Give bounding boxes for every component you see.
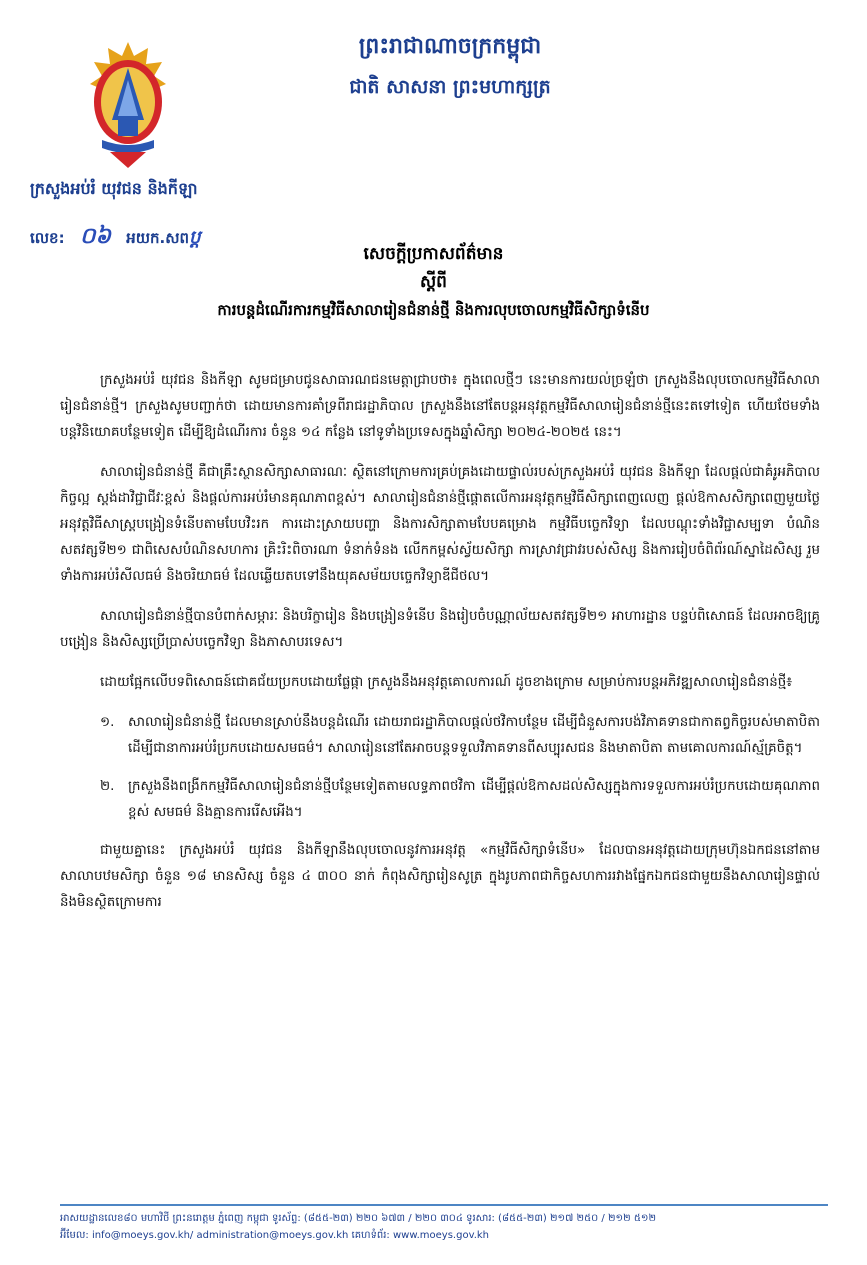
paragraph-3: សាលារៀនជំនាន់ថ្មីបានបំពាក់សម្ភារៈ និងបរិក្ខារៀន និងបង្រៀនទំនើប និងរៀបចំបណ្ណាល័យសតវត្សទី២១ អាហារដ្ឋាន បន្ទប់ពិសោធន៍ ដែលអាចឱ្យគ្រូបង្រៀន និងសិស្សប្រើប្រាស់បច្ចេកវិទ្យា និងភាសាបរទេស។ [60,609,820,650]
document-body [60,368,820,930]
ref-suffix-handwritten: ប្ដ [189,227,201,248]
list-item-2 [60,774,820,826]
footer-divider [60,1204,828,1206]
list-number-2: ២. [100,779,115,794]
footer-contacts: អ៊ីមែល: info@moeys.gov.kh/ administration@moeys.gov.kh គេហទំព័រ: www.moeys.gov.kh [60,1230,490,1241]
list-text-1: សាលារៀនជំនាន់ថ្មី ដែលមានស្រាប់នឹងបន្តដំណើរ ដោយរាជរដ្ឋាភិបាលផ្តល់ថវិកាបន្ថែម ដើម្បីជំនួសការបង់វិភាគទានជាកាតព្វកិច្ចរបស់មាតាបិតា ដើម្បីជានាការអប់រំប្រកបដោយសមធម៌។ សាលារៀននៅតែអាចបន្តទទួលវិភាគទានពីសប្បុរសជន និងមាតាបិតា តាមគោលការណ៍ស្ម័គ្រចិត្ត។ [128,715,820,756]
title-line-3: ការបន្តដំណើរការកម្មវិធីសាលារៀនជំនាន់ថ្មី និងការលុបចោលកម្មវិធីសិក្សាទំនើប [217,301,650,319]
title-line-1: សេចក្ដីប្រកាសព័ត៌មាន [363,244,504,264]
ministry-name: ក្រសួងអប់រំ យុវជន និងកីឡា [30,179,198,198]
ref-label: លេខ: [30,229,65,247]
paragraph-5: ជាមួយគ្នានេះ ក្រសួងអប់រំ យុវជន និងកីឡានឹងលុបចោលនូវការអនុវត្ត «កម្មវិធីសិក្សាទំនើប» ដែលបានអនុវត្តដោយក្រុមហ៊ុនឯកជននៅតាមសាលាបឋមសិក្សា ចំនួន ១៨ មានសិស្ស ចំនួន ៤ ៣០០ នាក់ កំពុងសិក្សារៀនសូត្រ ក្នុងរូបភាពជាកិច្ចសហការរវាងផ្នែកឯកជនជាមួយនឹងសាលារៀនផ្ទាល់ និងមិនស្ថិតក្រោមការ [60,843,820,910]
paragraph-2: សាលារៀនជំនាន់ថ្មី គឺជាគ្រឹះស្ថានសិក្សាសាធារណៈ ស្ថិតនៅក្រោមការគ្រប់គ្រងដោយផ្ទាល់របស់ក្រសួងអប់រំ យុវជន និងកីឡា ដែលផ្តល់ជាគំរូអភិបាលកិច្ចល្អ ស្តង់ដាវិជ្ជាជីវៈខ្ពស់ និងផ្តល់ការអប់រំមានគុណភាពខ្ពស់។ សាលារៀនជំនាន់ថ្មីផ្តោតលើការអនុវត្តកម្មវិធីសិក្សាពេញលេញ ផ្តល់ឱកាសសិក្សាពេញមួយថ្ងៃ អនុវត្តវិធីសាស្ត្របង្រៀនទំនើបតាមបែបវិះរក ការដោះស្រាយបញ្ហា និងការសិក្សាតាមបែបគម្រោង កម្មវិធីបច្ចេកវិទ្យា ដែលបណ្តុះទាំងវិជ្ជាសម្បទា បំណិនសតវត្សទី២១ ជាពិសេសបំណិនសហការ គ្រិះរិះពិចារណា ទំនាក់ទំនង លើកកម្ពស់ស្វ័យសិក្សា ការស្រាវជ្រាវរបស់សិស្ស និងការរៀបចំពិព័រណ៍ស្នាដៃសិស្ស រួមទាំងការអប់រំសីលធម៌ និងចរិយាធម៌ ដែលឆ្លើយតបទៅនឹងយុគសម័យបច្ចេកវិទ្យាឌីជីថល។ [60,465,820,584]
ref-suffix: អយក.សព [126,229,190,247]
list-text-2: ក្រសួងនឹងពង្រីកកម្មវិធីសាលារៀនជំនាន់ថ្មីបន្ថែមទៀតតាមលទ្ធភាពថវិកា ដើម្បីផ្តល់ឱកាសដល់សិស្សក្នុងការទទួលការអប់រំប្រកបដោយគុណភាពខ្ពស់ សមធម៌ និងគ្មានការរើសអើង។ [128,779,820,820]
document-title [0,240,867,324]
ref-number: ០៦ [79,224,111,249]
kingdom-title: ព្រះរាជាណាចក្រកម្ពុជា [358,34,542,59]
list-item-1 [60,710,820,762]
paragraph-1: ក្រសួងអប់រំ យុវជន និងកីឡា សូមជម្រាបជូនសាធារណជនមេត្តាជ្រាបថា៖ ក្នុងពេលថ្មីៗ នេះមានការយល់ច្រឡំថា ក្រសួងនឹងលុបចោលកម្មវិធីសាលារៀនជំនាន់ថ្មី។ ក្រសួងសូមបញ្ជាក់ថា ដោយមានការគាំទ្រពីរាជរដ្ឋាភិបាល ក្រសួងនឹងនៅតែបន្តអនុវត្តកម្មវិធីសាលារៀនជំនាន់ថ្មីនេះតទៅទៀត ហើយថែមទាំងបន្តវិនិយោគបន្ថែមទៀត ដើម្បីឱ្យដំណើរការ ចំនួន ១៤ កន្លែង នៅទូទាំងប្រទេសក្នុងឆ្នាំសិក្សា ២០២៤-២០២៥ នេះ។ [60,373,820,440]
title-line-2: ស្ដីពី [420,272,447,292]
footer-address: អាសយដ្ឋានលេខ៨០ មហាវិថី ព្រះនរោត្តម ភ្នំពេញ កម្ពុជា ទូរស័ព្ទ: (៨៥៥-២៣) ២២០ ៦៧៣ / ២២០ ៣០៤ ទូរសារ: (៨៥៥-២៣) ២១៧ ២៥០ / ២១២ ៥១២ [60,1213,657,1224]
ministry-emblem-icon [88,40,168,172]
kingdom-header [270,30,630,104]
paragraph-4: ដោយផ្អែកលើបទពិសោធន៍ជោគជ័យប្រកបដោយផ្លែផ្កា ក្រសួងនឹងអនុវត្តគោលការណ៍ ដូចខាងក្រោម សម្រាប់ការបន្តអភិវឌ្ឍសាលារៀនជំនាន់ថ្មី៖ [100,675,793,690]
kingdom-motto: ជាតិ សាសនា ព្រះមហាក្សត្រ [349,76,551,98]
footer [60,1210,828,1244]
list-number-1: ១. [100,715,115,730]
